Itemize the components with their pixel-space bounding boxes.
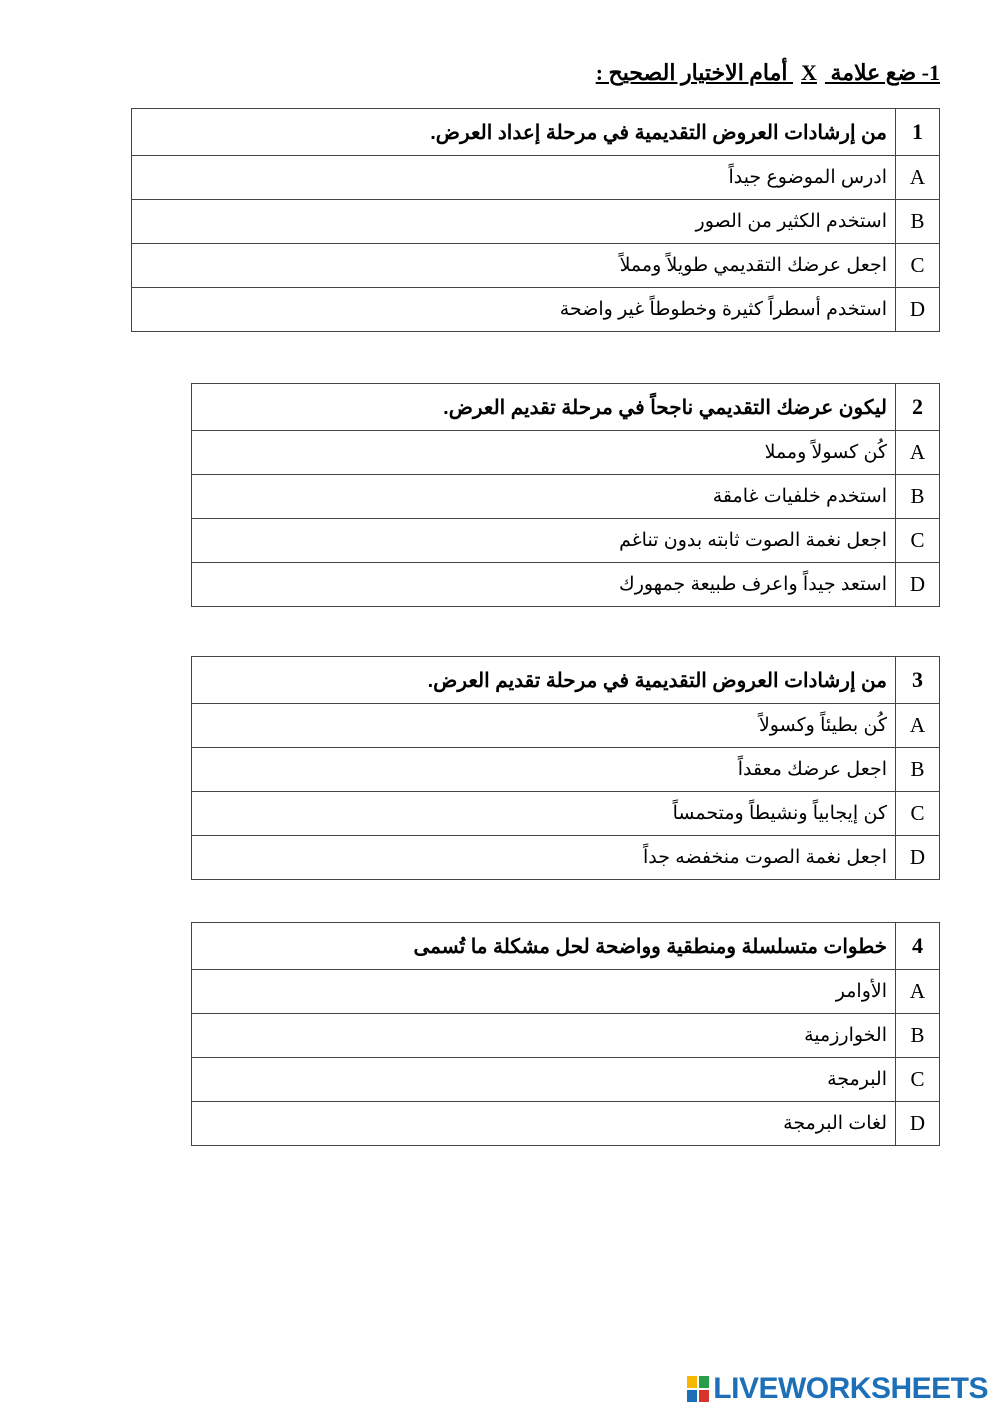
question-table-4 [191,922,940,1146]
option-letter[interactable]: C [896,792,940,836]
question-table-2 [191,383,940,607]
question-table-3 [191,656,940,880]
option-letter[interactable]: D [896,563,940,607]
option-text[interactable]: كُن كسولاً ومملا [192,431,896,475]
option-text[interactable]: اجعل نغمة الصوت ثابته بدون تناغم [192,519,896,563]
question-text: خطوات متسلسلة ومنطقية وواضحة لحل مشكلة ما تُسمى [192,923,896,970]
option-letter[interactable]: D [896,836,940,880]
question-number: 2 [896,384,940,431]
option-letter[interactable]: C [896,1058,940,1102]
instruction-prefix: 1- ضع علامة [830,60,940,85]
option-text[interactable]: استعد جيداً واعرف طبيعة جمهورك [192,563,896,607]
question-row [132,109,940,156]
question-row [192,923,940,970]
option-row[interactable] [192,519,940,563]
question-text: ليكون عرضك التقديمي ناجحاً في مرحلة تقديم العرض. [192,384,896,431]
option-text[interactable]: استخدم خلفيات غامقة [192,475,896,519]
option-letter[interactable]: B [896,748,940,792]
option-row[interactable] [132,200,940,244]
question-row [192,384,940,431]
question-number: 1 [896,109,940,156]
instruction-suffix: أمام الاختيار الصحيح : [595,60,788,85]
option-row[interactable] [192,1014,940,1058]
option-text[interactable]: اجعل عرضك التقديمي طويلاً ومملاً [132,244,896,288]
option-text[interactable]: ادرس الموضوع جيداً [132,156,896,200]
option-row[interactable] [192,748,940,792]
option-letter[interactable]: A [896,431,940,475]
option-text[interactable]: الأوامر [192,970,896,1014]
option-row[interactable] [192,475,940,519]
question-number: 4 [896,923,940,970]
option-row[interactable] [192,563,940,607]
option-letter[interactable]: A [896,704,940,748]
option-row[interactable] [132,156,940,200]
option-text[interactable]: استخدم أسطراً كثيرة وخطوطاً غير واضحة [132,288,896,332]
option-letter[interactable]: D [896,1102,940,1146]
option-letter[interactable]: A [896,156,940,200]
option-letter[interactable]: C [896,244,940,288]
option-text[interactable]: استخدم الكثير من الصور [132,200,896,244]
option-row[interactable] [132,288,940,332]
option-row[interactable] [192,792,940,836]
option-text[interactable]: البرمجة [192,1058,896,1102]
option-row[interactable] [192,1058,940,1102]
instruction-heading [596,60,940,86]
question-text: من إرشادات العروض التقديمية في مرحلة إعداد العرض. [132,109,896,156]
option-row[interactable] [192,1102,940,1146]
option-text[interactable]: الخوارزمية [192,1014,896,1058]
option-letter[interactable]: A [896,970,940,1014]
option-text[interactable]: كُن بطيئاً وكسولاً [192,704,896,748]
option-text[interactable]: كن إيجابياً ونشيطاً ومتحمساً [192,792,896,836]
option-row[interactable] [192,704,940,748]
option-text[interactable]: اجعل عرضك معقداً [192,748,896,792]
liveworksheets-brand [687,1372,988,1406]
option-letter[interactable]: C [896,519,940,563]
option-row[interactable] [132,244,940,288]
option-row[interactable] [192,431,940,475]
liveworksheets-logo-icon [687,1376,709,1402]
question-table-1 [131,108,940,332]
option-row[interactable] [192,836,940,880]
question-text: من إرشادات العروض التقديمية في مرحلة تقديم العرض. [192,657,896,704]
question-number: 3 [896,657,940,704]
option-text[interactable]: لغات البرمجة [192,1102,896,1146]
option-letter[interactable]: D [896,288,940,332]
option-text[interactable]: اجعل نغمة الصوت منخفضه جداً [192,836,896,880]
question-row [192,657,940,704]
option-row[interactable] [192,970,940,1014]
brand-name: LIVEWORKSHEETS [713,1372,988,1405]
instruction-mark: X [801,60,817,85]
option-letter[interactable]: B [896,475,940,519]
option-letter[interactable]: B [896,1014,940,1058]
option-letter[interactable]: B [896,200,940,244]
